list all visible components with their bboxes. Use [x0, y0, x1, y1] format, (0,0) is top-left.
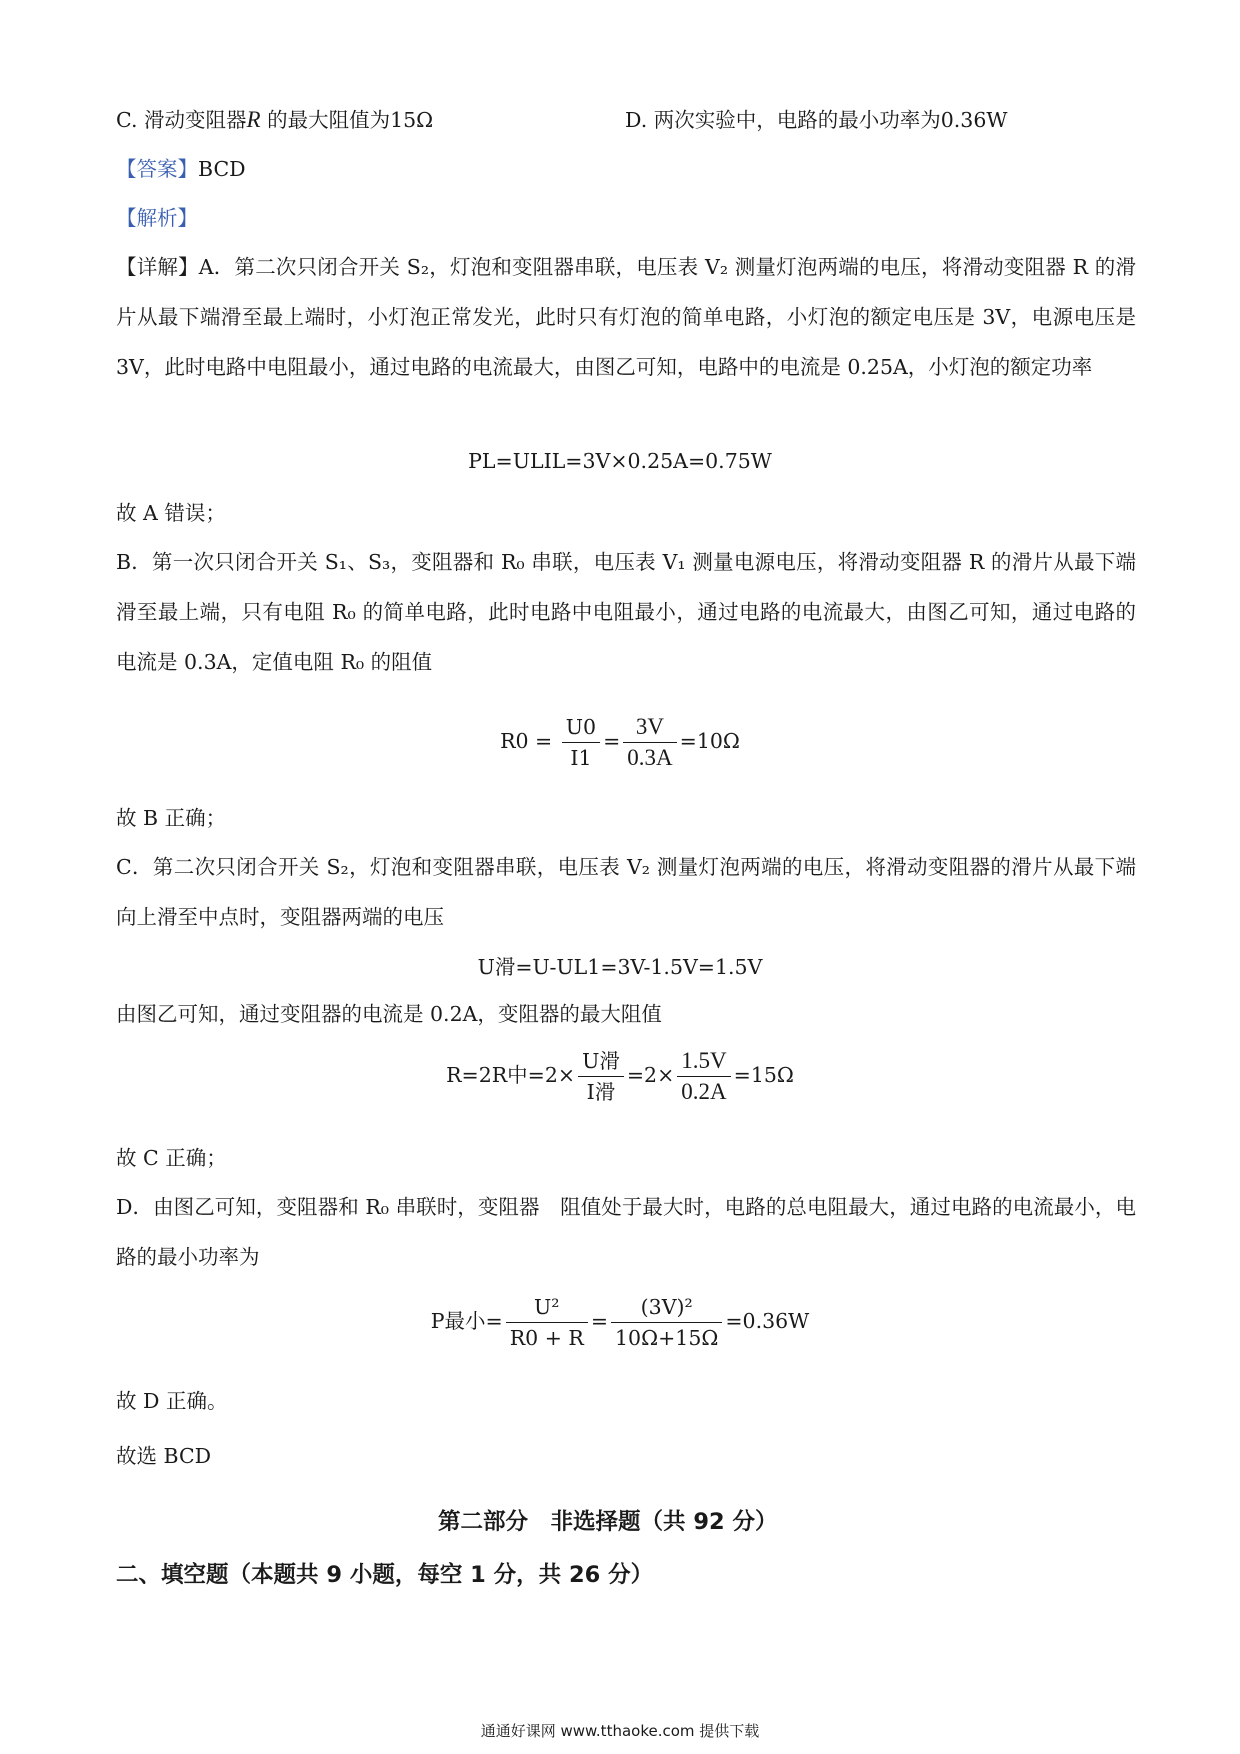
detail-label: 【详解】	[116, 255, 199, 279]
detail-d-paragraph: D．由图乙可知，变阻器和 R₀ 串联时，变阻器 阻值处于最大时，电路的总电阻最大，通过电路的电流最小，电路的最小功率为	[116, 1195, 1136, 1269]
part-two-heading: 第二部分 非选择题（共 92 分）	[438, 1509, 778, 1535]
conclusion-d: 故 D 正确。	[116, 1389, 228, 1413]
page-footer: 通通好课网 www.tthaoke.com 提供下载	[480, 1722, 760, 1740]
answer-label: 【答案】	[116, 157, 198, 181]
answer-value: BCD	[198, 157, 246, 181]
formula-c2: R=2R中=2× $\frac{\text{U滑}}{\text{I滑}}$ =2× $\frac{1.5V}{0.2A}$ =15Ω	[0, 1046, 1240, 1107]
conclusion-c: 故 C 正确；	[116, 1146, 227, 1170]
formula-d-fraction-1: $\frac{\text{U²}}{R0 + R}$	[506, 1292, 588, 1353]
formula-d: P最小= $\frac{\text{U²}}{R0 + R}$ = $\frac{\text{(3V)²}}{10\Omega+15\Omega}$ =0.36W	[0, 1292, 1240, 1353]
detail-b-paragraph: B．第一次只闭合开关 S₁、S₃，变阻器和 R₀ 串联，电压表 V₁ 测量电源电压，将滑动变阻器 R 的滑片从最下端滑至最上端，只有电阻 R₀ 的简单电路，此时电路中电阻最小，通过电路的电流最大，由图乙可知，通过电路的电流是 0.3A，定值电阻 R₀ 的阻值	[116, 550, 1136, 674]
formula-c1: U滑=U-UL1=3V-1.5V=1.5V	[477, 955, 763, 979]
formula-b-fraction-1: $\frac{U0}{I1}$	[562, 712, 600, 773]
formula-b: R0 = $\frac{U0}{I1}$ = $\frac{3V}{0.3A}$ =10Ω	[0, 712, 1240, 773]
option-c: C. 滑动变阻器R 的最大阻值为15Ω	[116, 107, 434, 132]
answer-line	[116, 154, 246, 184]
conclusion-b: 故 B 正确；	[116, 806, 227, 830]
formula-c2-fraction-2: $\frac{1.5V}{0.2A}$	[677, 1046, 730, 1107]
formula-a: PL=ULIL=3V×0.25A=0.75W	[468, 449, 772, 473]
detail-c-text2: 由图乙可知，通过变阻器的电流是 0.2A，变阻器的最大阻值	[116, 1002, 662, 1026]
detail-c-paragraph: C．第二次只闭合开关 S₂，灯泡和变阻器串联，电压表 V₂ 测量灯泡两端的电压，将滑动变阻器的滑片从最下端向上滑至中点时，变阻器两端的电压	[116, 855, 1136, 929]
conclusion-a: 故 A 错误；	[116, 501, 226, 525]
section-two-heading: 二、填空题（本题共 9 小题，每空 1 分，共 26 分）	[116, 1562, 654, 1588]
formula-c2-fraction-1: $\frac{\text{U滑}}{\text{I滑}}$	[578, 1046, 624, 1107]
formula-d-fraction-2: $\frac{\text{(3V)²}}{10\Omega+15\Omega}$	[611, 1292, 722, 1353]
analysis-label: 【解析】	[116, 206, 198, 230]
detail-a-paragraph: 【详解】A．第二次只闭合开关 S₂，灯泡和变阻器串联，电压表 V₂ 测量灯泡两端的电压，将滑动变阻器 R 的滑片从最下端滑至最上端时，小灯泡正常发光，此时只有灯泡的简单电路，小灯泡的额定电压是 3V，电源电压是 3V，此时电路中电阻最小，通过电路的电流最大，由图乙可知，电路中的电流是 0.25A，小灯泡的额定功率	[116, 255, 1136, 379]
formula-b-fraction-2: $\frac{3V}{0.3A}$	[623, 712, 676, 773]
option-d: D. 两次实验中，电路的最小功率为0.36W	[625, 108, 1008, 132]
final-answer: 故选 BCD	[116, 1444, 212, 1468]
